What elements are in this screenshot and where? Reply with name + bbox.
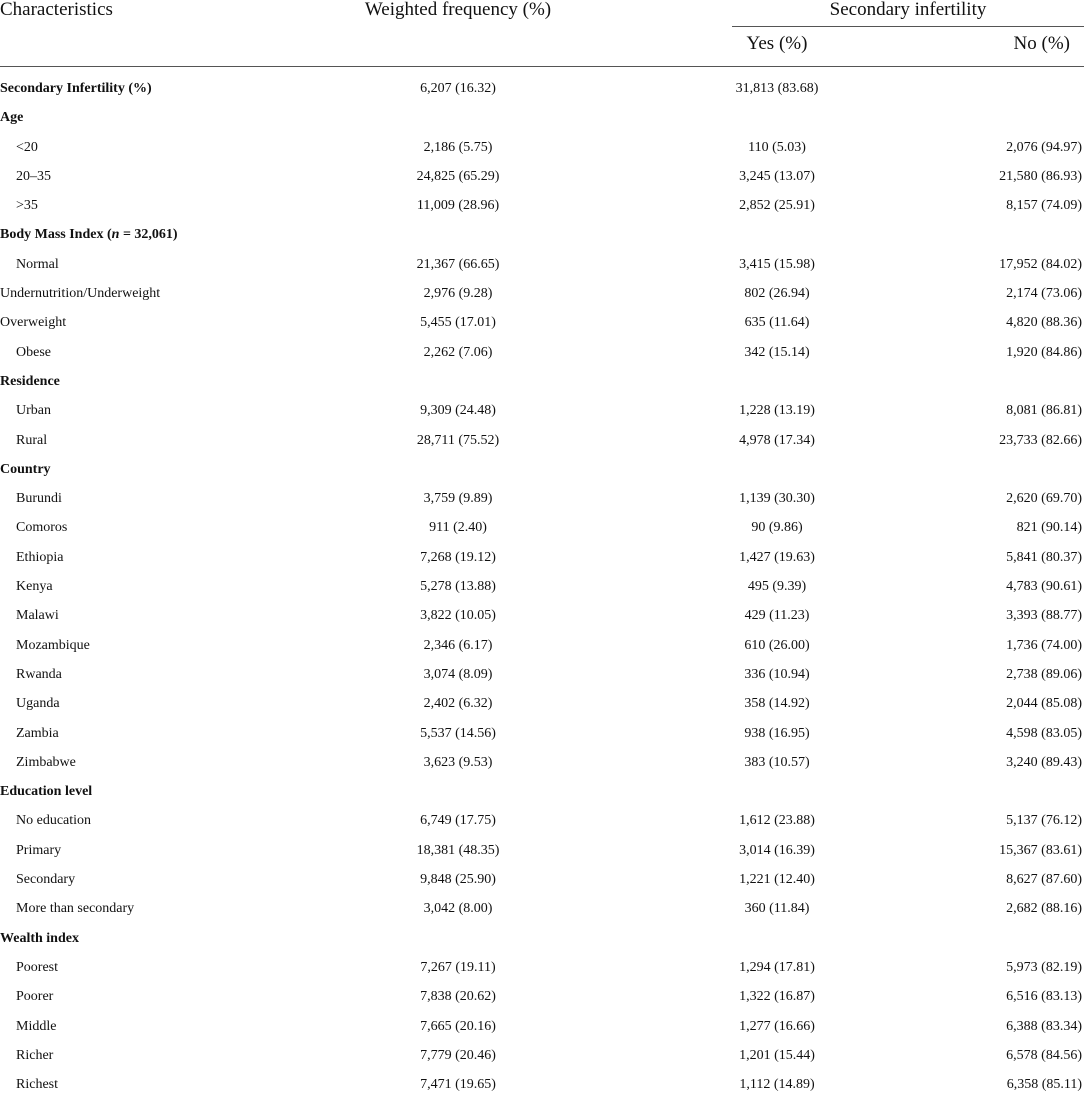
weighted-frequency-cell: 5,278 (13.88) [420,579,496,595]
row-label: 20–35 [16,168,51,184]
no-cell: 2,682 (88.16) [1006,901,1082,917]
row-label: Uganda [16,696,60,712]
row-label: Residence [0,373,60,389]
no-cell: 1,736 (74.00) [1006,637,1082,653]
group-underline [732,26,1084,27]
row-label: Mozambique [16,637,90,653]
no-cell: 21,580 (86.93) [999,168,1082,184]
weighted-frequency-cell: 7,268 (19.12) [420,549,496,565]
weighted-frequency-cell: 7,471 (19.65) [420,1077,496,1093]
yes-cell: 90 (9.86) [751,520,803,536]
yes-cell: 2,852 (25.91) [739,198,815,214]
weighted-frequency-cell: 11,009 (28.96) [416,198,500,214]
row-label: Secondary [16,872,76,888]
header-secondary-infertility: Secondary infertility [829,0,987,20]
no-cell: 8,157 (74.09) [1006,198,1082,214]
no-cell: 8,627 (87.60) [1006,872,1082,888]
weighted-frequency-cell: 21,367 (66.65) [416,256,500,272]
yes-cell: 495 (9.39) [747,579,807,595]
table-row [0,396,1084,425]
table-row [0,308,1084,337]
no-cell: 17,952 (84.02) [999,256,1082,272]
table-row [0,1012,1084,1041]
weighted-frequency-cell: 3,623 (9.53) [423,754,493,770]
row-label: Rwanda [16,666,62,682]
table-row [0,191,1084,220]
table-row [0,1041,1084,1070]
table-row [0,543,1084,572]
row-label: <20 [16,139,38,155]
yes-cell: 3,415 (15.98) [739,256,815,272]
no-cell: 2,076 (94.97) [1006,139,1082,155]
no-cell: 4,820 (88.36) [1006,315,1082,331]
header-no: No (%) [1013,33,1070,54]
table-row [0,924,1084,953]
no-cell: 5,137 (76.12) [1006,813,1082,829]
weighted-frequency-cell: 7,665 (20.16) [420,1018,496,1034]
no-cell: 23,733 (82.66) [999,432,1082,448]
row-label: Education level [0,784,93,800]
yes-cell: 360 (11.84) [744,901,810,917]
row-label: Overweight [0,315,67,331]
row-label: Ethiopia [16,549,64,565]
header-weighted-frequency: Weighted frequency (%) [364,0,552,20]
yes-cell: 1,277 (16.66) [739,1018,815,1034]
weighted-frequency-cell: 6,207 (16.32) [420,81,496,96]
yes-cell: 1,201 (15.44) [739,1047,815,1063]
weighted-frequency-cell: 7,838 (20.62) [420,989,496,1005]
no-cell: 3,393 (88.77) [1006,608,1082,624]
table-row [0,836,1084,865]
yes-cell: 1,427 (19.63) [739,549,815,565]
no-cell: 2,044 (85.08) [1006,696,1082,712]
table-row [0,484,1084,513]
row-label: Wealth index [0,930,79,946]
table-row [0,572,1084,601]
yes-cell: 110 (5.03) [748,139,806,155]
weighted-frequency-cell: 9,309 (24.48) [420,403,496,419]
row-label: Poorest [16,959,58,975]
row-label: Poorer [16,989,54,1005]
no-cell: 6,388 (83.34) [1006,1018,1082,1034]
weighted-frequency-cell: 7,267 (19.11) [420,959,496,975]
weighted-frequency-cell: 28,711 (75.52) [416,432,500,448]
no-cell: 6,516 (83.13) [1006,989,1082,1005]
header-characteristics: Characteristics [0,0,113,20]
table-row [0,748,1084,777]
yes-cell: 3,014 (16.39) [739,842,815,858]
weighted-frequency-cell: 2,346 (6.17) [423,637,493,653]
no-cell: 15,367 (83.61) [999,842,1082,858]
no-cell: 1,920 (84.86) [1006,344,1082,360]
table-row [0,719,1084,748]
yes-cell: 358 (14.92) [744,696,810,712]
row-label: Rural [16,432,48,448]
no-cell: 2,738 (89.06) [1006,666,1082,682]
weighted-frequency-cell: 911 (2.40) [429,520,487,536]
row-label: Richer [16,1047,54,1063]
row-label: Primary [16,842,62,858]
weighted-frequency-cell: 18,381 (48.35) [416,842,500,858]
yes-cell: 1,612 (23.88) [739,813,815,829]
table-row [0,601,1084,630]
no-cell: 5,973 (82.19) [1006,959,1082,975]
table-row [0,953,1084,982]
row-label: >35 [16,198,38,214]
table-row [0,426,1084,455]
yes-cell: 429 (11.23) [744,608,810,624]
row-label: Middle [16,1018,57,1034]
weighted-frequency-cell: 3,074 (8.09) [423,666,493,682]
no-cell: 5,841 (80.37) [1006,549,1082,565]
table-row [0,631,1084,660]
yes-cell: 383 (10.57) [744,754,810,770]
yes-cell: 610 (26.00) [744,637,810,653]
weighted-frequency-cell: 7,779 (20.46) [420,1047,496,1063]
no-cell: 4,783 (90.61) [1006,579,1082,595]
table-row [0,250,1084,279]
table-row [0,338,1084,367]
no-cell: 2,620 (69.70) [1006,491,1082,507]
row-label: Burundi [16,491,62,507]
yes-cell: 31,813 (83.68) [735,81,819,96]
table-row [0,74,1084,103]
table-row [0,777,1084,806]
row-label: No education [16,813,92,829]
weighted-frequency-cell: 2,402 (6.32) [423,696,493,712]
table-row [0,133,1084,162]
table-body [0,74,1084,1099]
yes-cell: 1,228 (13.19) [739,403,815,419]
yes-cell: 4,978 (17.34) [739,432,815,448]
table-row [0,982,1084,1011]
table-row [0,689,1084,718]
no-cell: 8,081 (86.81) [1006,403,1082,419]
weighted-frequency-cell: 9,848 (25.90) [420,872,496,888]
row-label: Age [0,110,24,126]
yes-cell: 938 (16.95) [744,725,810,741]
table-row [0,279,1084,308]
row-label: More than secondary [16,901,135,917]
yes-cell: 1,112 (14.89) [739,1077,815,1093]
weighted-frequency-cell: 24,825 (65.29) [416,168,500,184]
yes-cell: 342 (15.14) [744,344,810,360]
row-label: Kenya [16,579,53,595]
yes-cell: 336 (10.94) [744,666,810,682]
header-yes: Yes (%) [746,33,808,54]
table-row [0,806,1084,835]
no-cell: 2,174 (73.06) [1006,286,1082,302]
row-label: Body Mass Index (n = 32,061) [0,227,178,243]
weighted-frequency-cell: 6,749 (17.75) [420,813,496,829]
table-row [0,660,1084,689]
row-label: Zimbabwe [16,754,76,770]
yes-cell: 3,245 (13.07) [739,168,815,184]
yes-cell: 635 (11.64) [744,315,810,331]
row-label: Urban [16,403,51,419]
no-cell: 6,358 (85.11) [1006,1077,1082,1093]
row-label: Undernutrition/Underweight [0,286,161,302]
weighted-frequency-cell: 3,822 (10.05) [420,608,496,624]
table-row [0,1070,1084,1099]
row-label: Zambia [16,725,59,741]
no-cell: 4,598 (83.05) [1006,725,1082,741]
yes-cell: 1,322 (16.87) [739,989,815,1005]
table-row [0,513,1084,542]
row-label: Obese [16,344,51,360]
weighted-frequency-cell: 2,262 (7.06) [423,344,493,360]
weighted-frequency-cell: 5,455 (17.01) [420,315,496,331]
table-row [0,894,1084,923]
row-label: Country [0,461,51,477]
table-row [0,865,1084,894]
row-label: Secondary Infertility (%) [0,81,152,96]
yes-cell: 1,221 (12.40) [739,872,815,888]
row-label: Normal [16,256,59,272]
no-cell: 3,240 (89.43) [1006,754,1082,770]
row-label: Malawi [16,608,59,624]
yes-cell: 1,139 (30.30) [739,491,815,507]
yes-cell: 802 (26.94) [744,286,810,302]
table-row [0,367,1084,396]
weighted-frequency-cell: 3,759 (9.89) [423,491,493,507]
weighted-frequency-cell: 3,042 (8.00) [423,901,493,917]
row-label: Comoros [16,520,68,536]
no-cell: 821 (90.14) [1016,520,1082,536]
header-bottom-rule [0,66,1084,67]
no-cell: 6,578 (84.56) [1006,1047,1082,1063]
yes-cell: 1,294 (17.81) [739,959,815,975]
table-row [0,455,1084,484]
weighted-frequency-cell: 2,976 (9.28) [423,286,493,302]
weighted-frequency-cell: 2,186 (5.75) [423,139,493,155]
table-row [0,103,1084,132]
weighted-frequency-cell: 5,537 (14.56) [420,725,496,741]
table-row [0,220,1084,249]
table-row [0,162,1084,191]
row-label: Richest [16,1077,58,1093]
